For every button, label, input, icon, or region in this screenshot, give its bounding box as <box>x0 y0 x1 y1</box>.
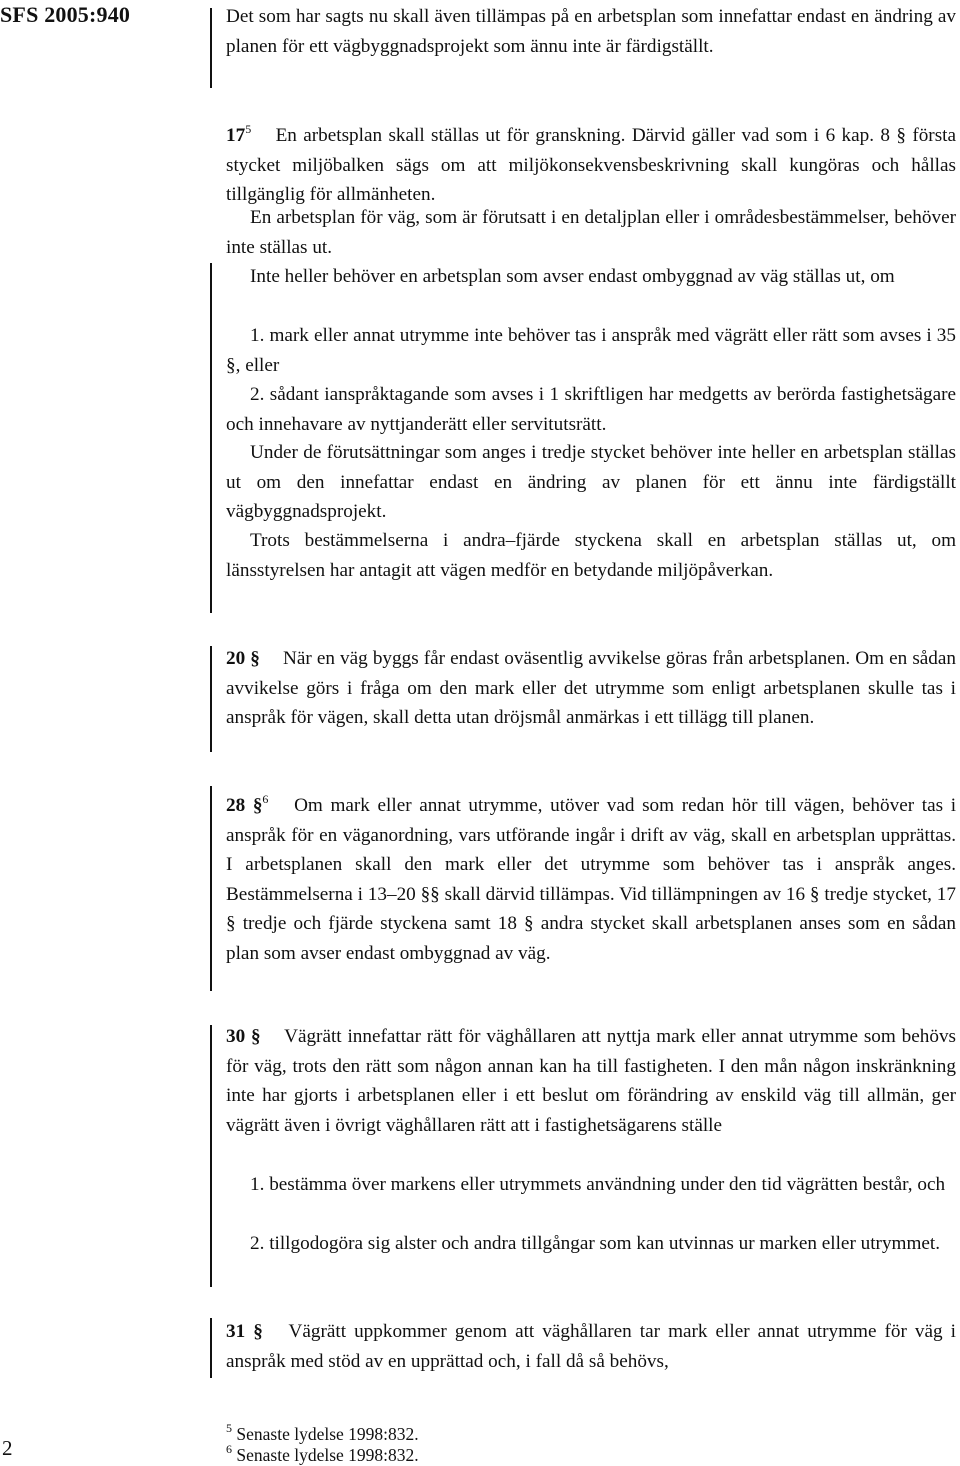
paragraph-text: Vägrätt uppkommer genom att väghållaren tar mark eller annat utrymme för väg i anspråk med stöd av en upprättad och, i fall då så behövs, <box>226 1321 956 1372</box>
list-item-text: 1. bestämma över markens eller utrymmets användning under den tid vägrätten består, och <box>250 1174 946 1195</box>
section-28-paragraph <box>226 785 956 968</box>
paragraph-text: Om mark eller annat utrymme, utöver vad som redan hör till vägen, behöver tas i anspråk för en väganordning, vars utförande ingår i drift av väg, skall en arbetsplan upprättas. I arbetsplanen skall den mark eller det utrymme som behöver tas i anspråk anges. Bestämmelserna i 13–20 §§ skall därvid tillämpas. Vid tillämpningen av 16 § tredje stycket, 17 § tredje och fjärde styckena samt 18 § andra stycket skall arbetsplanen anses som en sådan plan som avser endast ombyggnad av väg. <box>226 795 957 964</box>
footnote-text: Senaste lydelse 1998:832. <box>236 1424 419 1444</box>
footnote-number: 5 <box>226 1421 232 1435</box>
footnote-number: 6 <box>226 1442 232 1456</box>
document-id: SFS 2005:940 <box>0 2 131 27</box>
section-number: 30 <box>226 1026 246 1047</box>
section-symbol: § <box>251 1026 261 1047</box>
footnote-text: Senaste lydelse 1998:832. <box>236 1445 419 1465</box>
footnote-ref: 6 <box>262 792 269 806</box>
change-bar <box>210 786 212 991</box>
section-symbol: § <box>250 648 260 669</box>
page-number: 2 <box>2 1436 13 1460</box>
section-number: 31 <box>226 1321 246 1342</box>
section-number: 28 <box>226 795 246 816</box>
footnote-ref: 5 <box>245 122 252 136</box>
section-17-list-item-2 <box>226 380 956 439</box>
paragraph-text: En arbetsplan skall ställas ut för granskning. Därvid gäller vad som i 6 kap. 8 § första stycket miljöbalken sägs om att miljökonsekvensbeskrivning skall kungöras och hållas tillgänglig för allmänheten. <box>226 125 957 205</box>
paragraph-text: När en väg byggs får endast oväsentlig avvikelse göras från arbetsplanen. Om en sådan avvikelse görs i fråga om den mark eller det utrymme som enligt arbetsplanen skulle tas i anspråk för vägen, skall detta utan dröjsmål anmärkas i ett tillägg till planen. <box>226 648 957 728</box>
paragraph-intro <box>226 2 956 61</box>
section-30-list-item-2 <box>226 1229 956 1259</box>
section-20-paragraph <box>226 644 956 733</box>
change-bar <box>210 8 212 88</box>
section-symbol: § <box>253 1321 263 1342</box>
paragraph-text: Under de förutsättningar som anges i tredje stycket behöver inte heller en arbetsplan ställas ut om den innefattar endast en ändring av planen för ett ännu inte färdigställt vägbyggnadsprojekt. <box>226 442 956 522</box>
section-number: 17 <box>226 125 246 146</box>
section-30-list-item-1 <box>226 1170 956 1200</box>
list-item-text: 2. sådant ianspråktagande som avses i 1 skriftligen har medgetts av berörda fastighetsägare och innehavare av nyttjanderätt eller servitutsrätt. <box>226 384 956 435</box>
change-bar <box>210 263 212 613</box>
paragraph-text: Det som har sagts nu skall även tillämpas på en arbetsplan som innefattar endast en ändring av planen för ett vägbyggnadsprojekt som ännu inte är färdigställt. <box>226 6 956 57</box>
section-17-paragraph-2 <box>226 203 956 262</box>
list-item-text: 1. mark eller annat utrymme inte behöver tas i anspråk med vägrätt eller rätt som avses i 35 §, eller <box>226 325 956 376</box>
section-number: 20 <box>226 648 246 669</box>
footnote <box>226 1438 419 1466</box>
section-17-list-item-1 <box>226 321 956 380</box>
change-bar <box>210 1318 212 1378</box>
section-30-paragraph <box>226 1022 956 1140</box>
change-bar <box>210 1025 212 1287</box>
section-17-heading-paragraph <box>226 115 956 210</box>
section-31-paragraph <box>226 1317 956 1376</box>
paragraph-text: En arbetsplan för väg, som är förutsatt i en detaljplan eller i områdesbestämmelser, behöver inte ställas ut. <box>226 207 956 258</box>
paragraph-text: Inte heller behöver en arbetsplan som avser endast ombyggnad av väg ställas ut, om <box>250 266 895 287</box>
section-17-paragraph-5 <box>226 526 956 585</box>
paragraph-text: Vägrätt innefattar rätt för väghållaren att nyttja mark eller annat utrymme som behövs för väg, trots den rätt som någon annan kan ha till fastigheten. I den mån någon inskränkning inte har gjorts i arbetsplanen eller i ett beslut om förändring av enskild väg till allmän, ger vägrätt även i övrigt väghållaren rätt att i fastighetsägarens ställe <box>226 1026 957 1136</box>
section-17-paragraph-4 <box>226 438 956 527</box>
paragraph-text: Trots bestämmelserna i andra–fjärde styckena skall en arbetsplan ställas ut, om länsstyrelsen har antagit att vägen medför en betydande miljöpåverkan. <box>226 530 956 581</box>
change-bar <box>210 646 212 752</box>
section-17-paragraph-3 <box>226 262 956 292</box>
section-symbol: § <box>252 795 263 816</box>
list-item-text: 2. tillgodogöra sig alster och andra tillgångar som kan utvinnas ur marken eller utrymmet. <box>250 1233 941 1254</box>
